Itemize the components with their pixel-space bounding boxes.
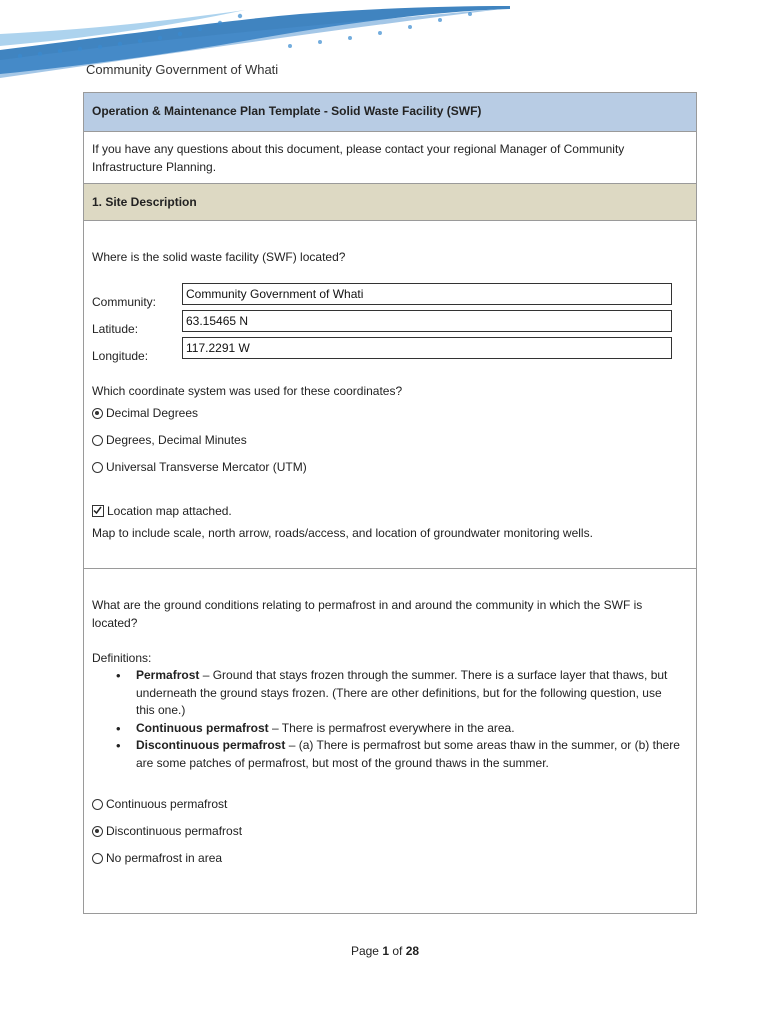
definition-text: – (a) There is permafrost but some areas thaw in the summer, or (b) there are some patches of permafrost, but most of the ground thaws in the summer. [136, 738, 680, 770]
document-title: Operation & Maintenance Plan Template - Solid Waste Facility (SWF) [92, 104, 482, 118]
option-label: Discontinuous permafrost [106, 824, 243, 838]
permafrost-option-continuous[interactable] [92, 797, 227, 811]
definition-item [136, 720, 681, 738]
option-label: Degrees, Decimal Minutes [106, 433, 247, 447]
longitude-field[interactable]: 117.2291 W [182, 337, 672, 359]
page-number [0, 944, 770, 958]
definitions-heading: Definitions: [92, 651, 152, 665]
community-field[interactable]: Community Government of Whati [182, 283, 672, 305]
radio-icon[interactable] [92, 408, 103, 419]
permafrost-option-none[interactable] [92, 851, 222, 865]
coord-option-utm[interactable] [92, 460, 307, 474]
checkbox-checked-icon[interactable] [92, 505, 104, 517]
option-label: Decimal Degrees [106, 406, 199, 420]
community-label: Community: [92, 295, 157, 309]
coord-option-ddm[interactable] [92, 433, 247, 447]
document-frame [83, 92, 697, 914]
location-question: Where is the solid waste facility (SWF) located? [92, 250, 346, 264]
radio-icon[interactable] [92, 435, 103, 446]
page-total: 28 [405, 944, 420, 958]
permafrost-question: What are the ground conditions relating to permafrost in and around the community in which the SWF is located? [92, 598, 643, 630]
coord-option-decimal-degrees[interactable] [92, 406, 198, 420]
radio-icon[interactable] [92, 462, 103, 473]
definition-term: Continuous permafrost [136, 720, 269, 735]
longitude-label: Longitude: [92, 349, 149, 363]
option-label: Continuous permafrost [106, 797, 228, 811]
definition-item [136, 737, 681, 772]
section-heading: 1. Site Description [92, 195, 197, 209]
coords-question: Which coordinate system was used for these coordinates? [92, 384, 403, 398]
latitude-field[interactable]: 63.15465 N [182, 310, 672, 332]
definitions-list [92, 667, 681, 772]
option-label: Universal Transverse Mercator (UTM) [106, 460, 307, 474]
map-attached-label: Location map attached. [107, 504, 232, 518]
page-prefix: Page [350, 944, 383, 958]
option-label: No permafrost in area [106, 851, 223, 865]
header-org-name: Community Government of Whati [86, 62, 279, 77]
title-row [84, 93, 696, 132]
definition-text: – Ground that stays frozen through the summer. There is a surface layer that thaws, but underneath the ground stays frozen. (There are other definitions, but for the following question, use this one.) [136, 668, 668, 717]
intro-row [84, 131, 696, 184]
radio-icon[interactable] [92, 799, 103, 810]
map-note: Map to include scale, north arrow, roads/access, and location of groundwater monitoring wells. [92, 526, 593, 540]
definition-item [136, 667, 681, 720]
definition-term: Discontinuous permafrost [136, 738, 286, 752]
intro-text: If you have any questions about this document, please contact your regional Manager of Community Infrastructure Planning. [92, 142, 625, 174]
permafrost-option-discontinuous[interactable] [92, 824, 242, 838]
definition-text: – There is permafrost everywhere in the area. [268, 720, 515, 735]
definition-term: Permafrost [136, 668, 200, 682]
page-of: of [389, 944, 406, 958]
latitude-label: Latitude: [92, 322, 139, 336]
radio-icon[interactable] [92, 853, 103, 864]
radio-icon[interactable] [92, 826, 103, 837]
section-heading-row [84, 184, 696, 221]
row-divider [84, 568, 696, 569]
page-current: 1 [382, 944, 389, 958]
map-attached-checkbox[interactable] [92, 504, 232, 518]
